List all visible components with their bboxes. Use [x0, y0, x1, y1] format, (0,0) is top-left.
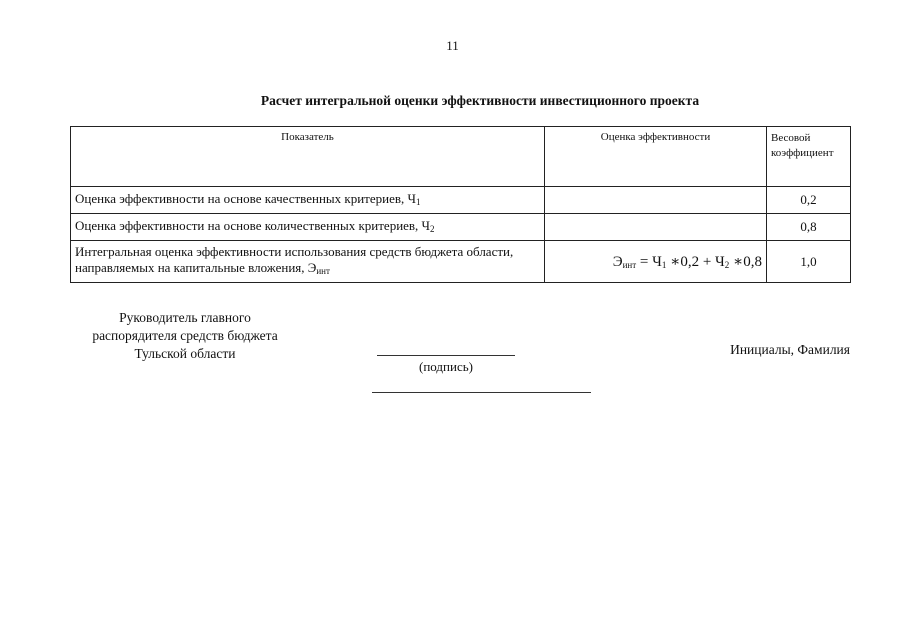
- initials-surname: Инициалы, Фамилия: [730, 342, 850, 357]
- formula-lhs-subscript: инт: [622, 260, 637, 270]
- formula-part-2: ∗0,2 + Ч: [666, 254, 725, 270]
- indicator-cell: [71, 187, 545, 214]
- formula-subscript-2: 2: [724, 260, 730, 270]
- indicator-text: Оценка эффективности на основе качественных критериев, Ч: [75, 190, 416, 206]
- table-row: [71, 241, 851, 283]
- indicator-text: Интегральная оценка эффективности использования средств бюджета области, направляемых на капитальные вложения, Э: [75, 244, 514, 275]
- formula-lhs: Э: [612, 254, 623, 270]
- table-header-row: [71, 127, 851, 187]
- weight-cell: 1,0: [767, 241, 851, 283]
- indicator-cell: [71, 241, 545, 283]
- evaluation-cell: [545, 187, 767, 214]
- weight-cell: 0,8: [767, 214, 851, 241]
- signature-underline: [372, 392, 591, 393]
- indicator-subscript: инт: [316, 266, 330, 276]
- formula-part-3: ∗0,8: [729, 254, 762, 270]
- formula-subscript-1: 1: [661, 260, 667, 270]
- indicator-subscript: 1: [415, 196, 421, 207]
- signature-caption: (подпись): [419, 359, 473, 374]
- indicator-cell: [71, 214, 545, 241]
- indicator-text: Оценка эффективности на основе количественных критериев, Ч: [75, 217, 431, 233]
- header-evaluation: Оценка эффективности: [545, 127, 767, 187]
- signer-position: Руководитель главного распорядителя средств бюджета Тульской области: [92, 310, 278, 361]
- formula-cell: [545, 241, 767, 283]
- signature-line: [377, 355, 515, 356]
- evaluation-cell: [545, 214, 767, 241]
- header-weight: Весовой коэффициент: [767, 127, 851, 187]
- page-number: 11: [446, 38, 459, 53]
- document-title: Расчет интегральной оценки эффективности инвестиционного проекта: [260, 93, 700, 108]
- formula-part-1: = Ч: [636, 254, 662, 270]
- weight-cell: 0,2: [767, 187, 851, 214]
- indicator-subscript: 2: [430, 223, 435, 234]
- table-row: [71, 214, 851, 241]
- header-indicator: Показатель: [71, 127, 545, 187]
- table-row: [71, 187, 851, 214]
- evaluation-table: [70, 126, 851, 283]
